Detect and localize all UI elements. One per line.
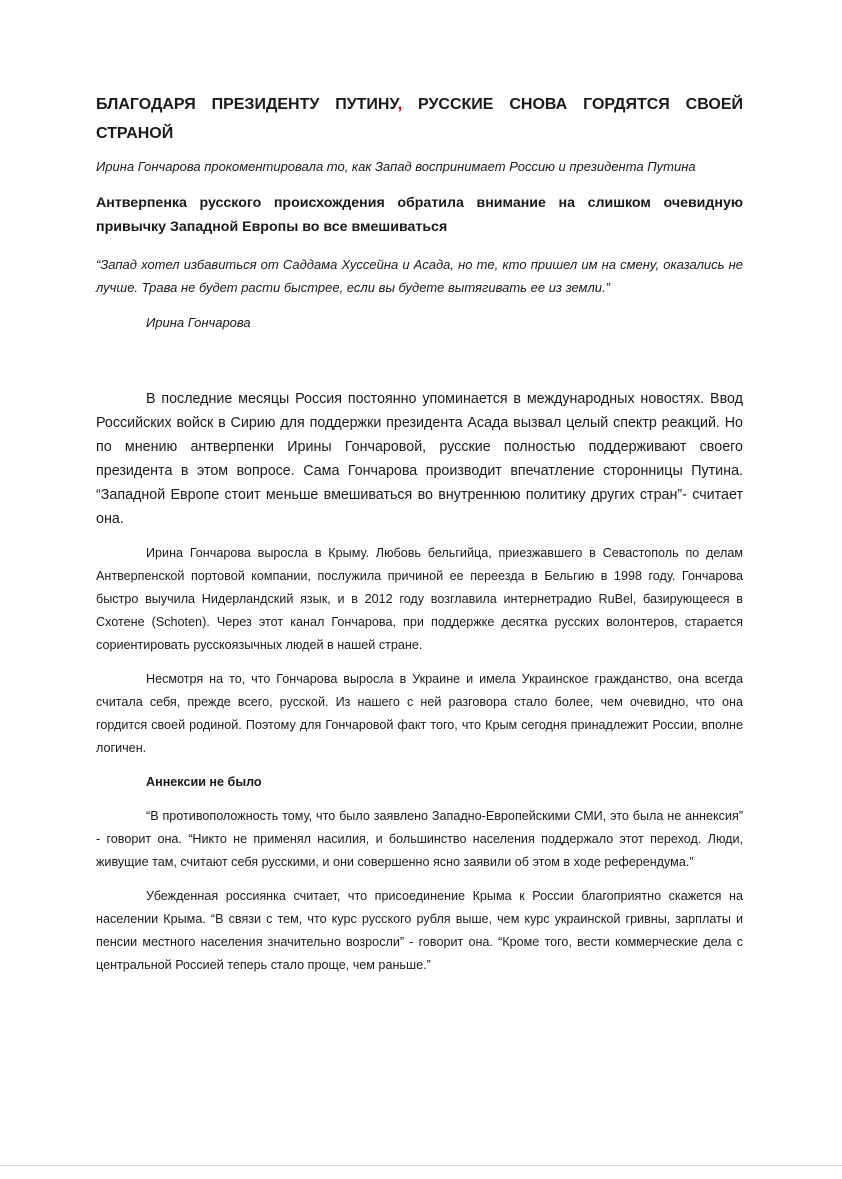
paragraph: Несмотря на то, что Гончарова выросла в Украине и имела Украинское гражданство, она всегда считала себя, прежде всего, русской. Из нашего с ней разговора стало более, чем очевидно, что она гордится своей родиной. Поэтому для Гончаровой факт того, что Крым сегодня принадлежит России, вполне логичен. xyxy=(96,672,743,755)
paragraph: “В противоположность тому, что было заявлено Западно-Европейскими СМИ, это была не аннексия” - говорит она. “Никто не применял насилия, и большинство населения поддержало этот переход. Люди, живущие там, считают себя русскими, и они совершенно ясно заявили об этом в ходе референдума.” xyxy=(96,809,743,869)
article-lead: Антверпенка русского происхождения обратила внимание на слишком очевидную привычку Западной Европы во все вмешиваться xyxy=(96,195,743,235)
document-page xyxy=(96,90,743,988)
quote-author: Ирина Гончарова xyxy=(146,315,251,330)
page-bottom-divider xyxy=(0,1165,842,1166)
paragraph: Убежденная россиянка считает, что присоединение Крыма к России благоприятно скажется на населении Крыма. “В связи с тем, что курс русского рубля выше, чем курс украинской гривны, зарплаты и пенсии местного населения значительно возросли” - говорит она. “Кроме того, вести коммерческие дела с центральной Россией теперь стало проще, чем раньше.” xyxy=(96,889,743,972)
title-part-2: РУССКИЕ СНОВА ГОРДЯТСЯ СВОЕЙ СТРАНОЙ xyxy=(96,96,743,142)
title-part-1: БЛАГОДАРЯ ПРЕЗИДЕНТУ ПУТИНУ xyxy=(96,96,398,113)
title-red-comma: , xyxy=(397,96,403,113)
article-quote: “Запад хотел избавиться от Саддама Хуссейна и Асада, но те, кто пришел им на смену, оказались не лучше. Трава не будет расти быстрее, если вы будете вытягивать ее из земли.” xyxy=(96,257,743,295)
section-heading: Аннексии не было xyxy=(146,775,262,789)
paragraph: В последние месяцы Россия постоянно упоминается в международных новостях. Ввод Российских войск в Сирию для поддержки президента Асада вызвал целый спектр реакций. Но по мнению антверпенки Ирины Гончаровой, русские полностью поддерживают своего президента в этом вопросе. Сама Гончарова производит впечатление сторонницы Путина. “Западной Европе стоит меньше вмешиваться во внутреннюю политику других стран”- считает она. xyxy=(96,391,743,527)
article-subtitle: Ирина Гончарова прокоментировала то, как Запад воспринимает Россию и президента Путина xyxy=(96,159,696,174)
article-title xyxy=(96,90,743,148)
paragraph: Ирина Гончарова выросла в Крыму. Любовь бельгийца, приезжавшего в Севастополь по делам Антверпенской портовой компании, послужила причиной ее переезда в Бельгию в 1998 году. Гончарова быстро выучила Нидерландский язык, и в 2012 году возглавила интернетрадио RuBel, базирующееся в Схотене (Schoten). Через этот канал Гончарова, при поддержке десятка русских волонтеров, старается сориентировать русскоязычных людей в нашей стране. xyxy=(96,546,743,652)
